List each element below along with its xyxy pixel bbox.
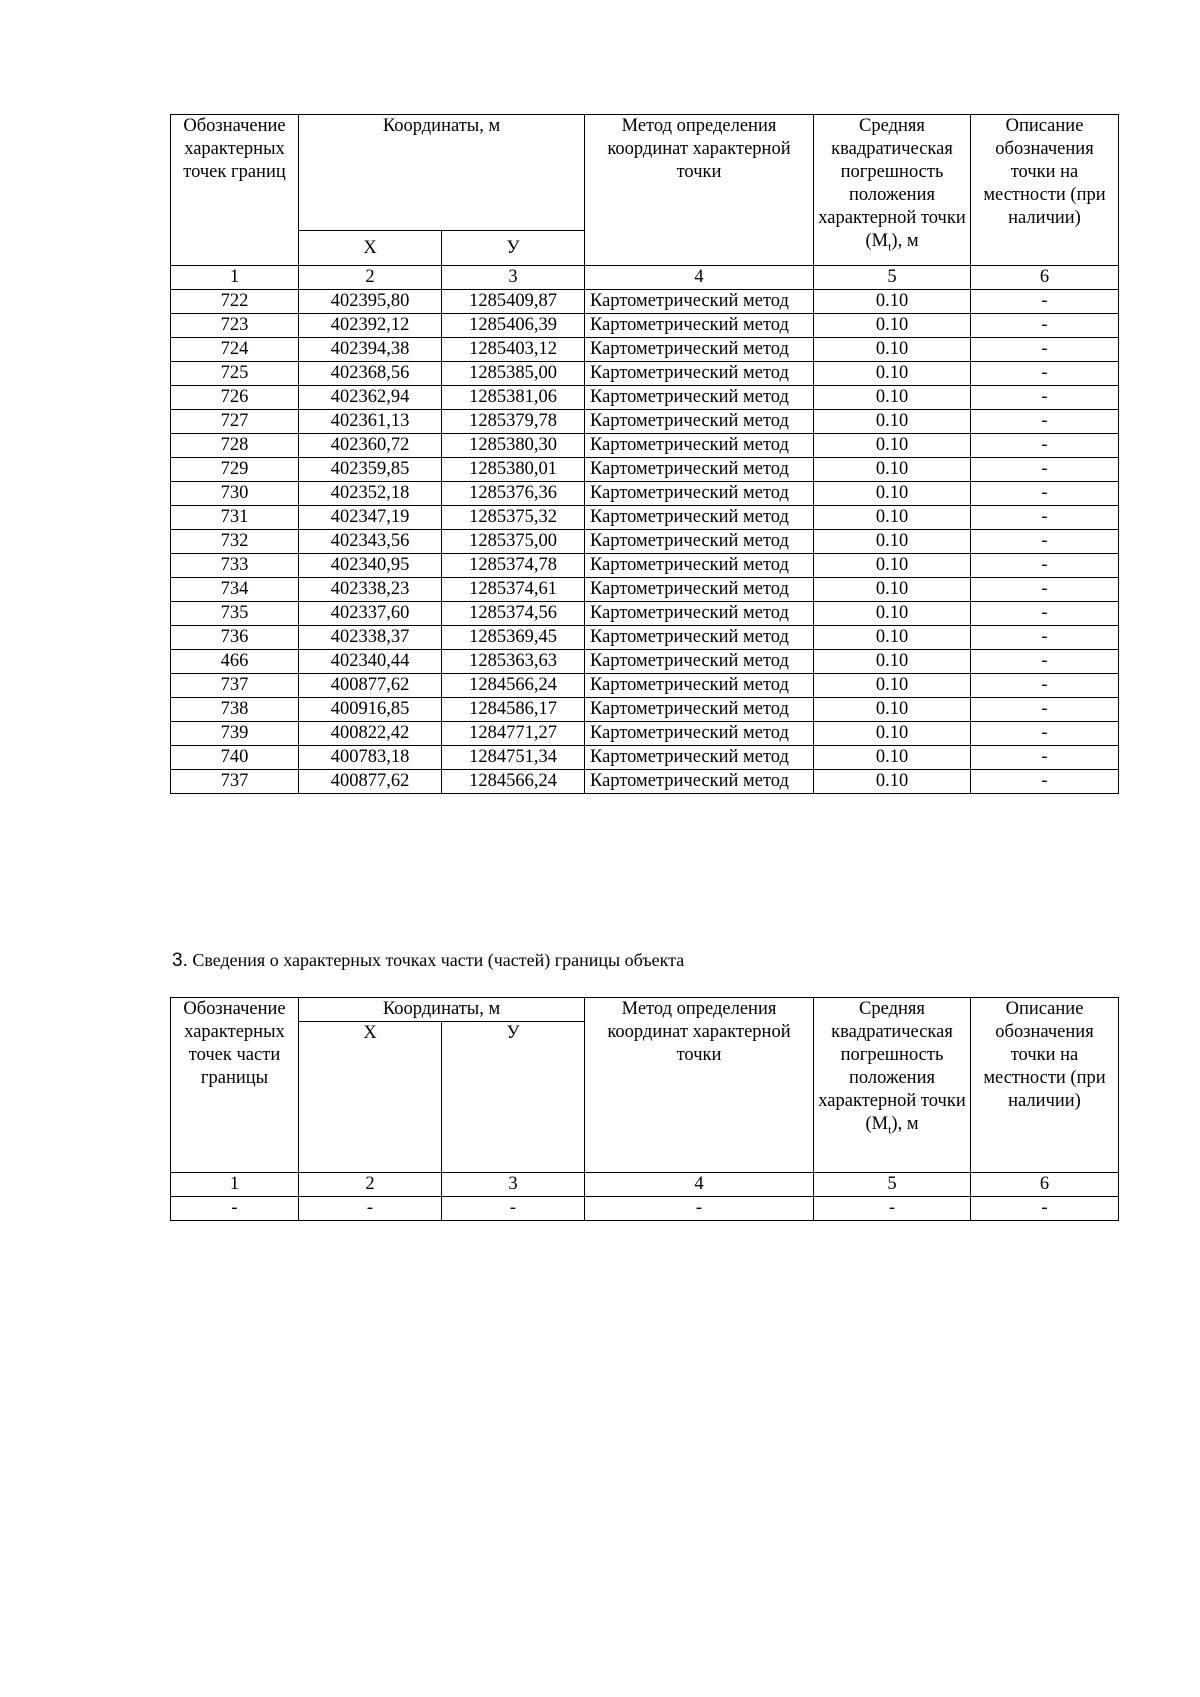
header-point-designation: Обозначение характерных точек части границы [171,998,299,1173]
column-number: 2 [299,1173,442,1197]
header-row [171,998,1119,1022]
description-cell: - [971,458,1119,482]
method-cell: Картометрический метод [585,650,814,674]
error-subscript: t [888,239,892,254]
error-cell: 0.10 [814,530,971,554]
method-cell: Картометрический метод [585,362,814,386]
x-coordinate-cell: 402395,80 [299,290,442,314]
error-cell: 0.10 [814,602,971,626]
header-method: Метод определения координат характерной точки [585,998,814,1173]
error-label: Средняя квадратическая погрешность положения характерной точки (M [818,116,966,251]
point-number-cell: 731 [171,506,299,530]
description-cell: - [971,602,1119,626]
y-coordinate-cell: 1284566,24 [442,770,585,794]
method-cell: Картометрический метод [585,290,814,314]
x-coordinate-cell: 402352,18 [299,482,442,506]
point-number-cell: 734 [171,578,299,602]
y-coordinate-cell: 1285385,00 [442,362,585,386]
point-number-cell: 737 [171,674,299,698]
x-coordinate-cell: 400877,62 [299,674,442,698]
error-cell: 0.10 [814,410,971,434]
method-cell: Картометрический метод [585,602,814,626]
description-cell: - [971,554,1119,578]
x-coordinate-cell: 402347,19 [299,506,442,530]
y-coordinate-cell: - [442,1197,585,1221]
y-coordinate-cell: 1284751,34 [442,746,585,770]
description-cell: - [971,770,1119,794]
description-cell: - [971,314,1119,338]
point-number-cell: 727 [171,410,299,434]
column-number: 5 [814,1173,971,1197]
error-cell: 0.10 [814,626,971,650]
description-cell: - [971,626,1119,650]
method-cell: Картометрический метод [585,506,814,530]
error-cell: 0.10 [814,314,971,338]
y-coordinate-cell: 1285375,00 [442,530,585,554]
x-coordinate-cell: 402338,23 [299,578,442,602]
point-number-cell: 729 [171,458,299,482]
header-y: У [442,1022,585,1173]
y-coordinate-cell: 1285363,63 [442,650,585,674]
table-row [171,434,1119,458]
description-cell: - [971,386,1119,410]
error-cell: 0.10 [814,674,971,698]
column-number: 6 [971,266,1119,290]
error-cell: 0.10 [814,434,971,458]
column-number: 1 [171,266,299,290]
error-cell: 0.10 [814,554,971,578]
point-number-cell: 739 [171,722,299,746]
error-cell: 0.10 [814,722,971,746]
method-cell: - [585,1197,814,1221]
method-cell: Картометрический метод [585,338,814,362]
table-row [171,602,1119,626]
section-3-heading [172,948,684,973]
table-row [171,1197,1119,1221]
description-cell: - [971,650,1119,674]
description-cell: - [971,482,1119,506]
column-number: 3 [442,1173,585,1197]
error-cell: 0.10 [814,458,971,482]
point-number-cell: 724 [171,338,299,362]
column-number: 4 [585,1173,814,1197]
point-number-cell: 725 [171,362,299,386]
y-coordinate-cell: 1284586,17 [442,698,585,722]
x-coordinate-cell: 400822,42 [299,722,442,746]
table-row [171,314,1119,338]
column-number: 5 [814,266,971,290]
table-row [171,554,1119,578]
table-row [171,362,1119,386]
point-number-cell: 735 [171,602,299,626]
error-subscript: t [888,1122,892,1137]
column-number: 3 [442,266,585,290]
method-cell: Картометрический метод [585,386,814,410]
description-cell: - [971,338,1119,362]
table-row [171,410,1119,434]
table-row [171,770,1119,794]
x-coordinate-cell: - [299,1197,442,1221]
description-cell: - [971,506,1119,530]
point-number-cell: 733 [171,554,299,578]
y-coordinate-cell: 1284566,24 [442,674,585,698]
error-label: Средняя квадратическая погрешность положения характерной точки (M [818,999,966,1134]
point-number-cell: 728 [171,434,299,458]
x-coordinate-cell: 400916,85 [299,698,442,722]
description-cell: - [971,434,1119,458]
point-number-cell: 722 [171,290,299,314]
error-cell: - [814,1197,971,1221]
description-cell: - [971,578,1119,602]
x-coordinate-cell: 402360,72 [299,434,442,458]
column-numbers-row [171,266,1119,290]
column-numbers-row [171,1173,1119,1197]
x-coordinate-cell: 402338,37 [299,626,442,650]
point-number-cell: 740 [171,746,299,770]
boundary-points-table [170,114,1119,794]
table-row [171,506,1119,530]
error-cell: 0.10 [814,650,971,674]
method-cell: Картометрический метод [585,674,814,698]
error-label-end: ), м [891,231,919,251]
table-row [171,578,1119,602]
header-x: X [299,1022,442,1173]
column-number: 2 [299,266,442,290]
method-cell: Картометрический метод [585,410,814,434]
section-title: Сведения о характерных точках части (частей) границы объекта [192,950,685,970]
method-cell: Картометрический метод [585,482,814,506]
point-number-cell: 466 [171,650,299,674]
method-cell: Картометрический метод [585,434,814,458]
x-coordinate-cell: 400877,62 [299,770,442,794]
x-coordinate-cell: 400783,18 [299,746,442,770]
error-cell: 0.10 [814,362,971,386]
y-coordinate-cell: 1285406,39 [442,314,585,338]
y-coordinate-cell: 1285374,61 [442,578,585,602]
y-coordinate-cell: 1285374,78 [442,554,585,578]
table-row [171,338,1119,362]
x-coordinate-cell: 402361,13 [299,410,442,434]
part-boundary-points-table [170,997,1119,1221]
y-coordinate-cell: 1285380,30 [442,434,585,458]
table-row [171,290,1119,314]
header-mean-error [814,998,971,1173]
x-coordinate-cell: 402359,85 [299,458,442,482]
table-row [171,530,1119,554]
method-cell: Картометрический метод [585,554,814,578]
column-number: 4 [585,266,814,290]
description-cell: - [971,674,1119,698]
x-coordinate-cell: 402368,56 [299,362,442,386]
table-row [171,650,1119,674]
table-row [171,386,1119,410]
table-row [171,722,1119,746]
table-row [171,458,1119,482]
error-cell: 0.10 [814,338,971,362]
table-row [171,746,1119,770]
error-cell: 0.10 [814,698,971,722]
section-number: 3. [172,950,188,971]
header-point-designation: Обозначение характерных точек границ [171,115,299,266]
error-cell: 0.10 [814,386,971,410]
column-number: 1 [171,1173,299,1197]
header-x: X [299,231,442,266]
table-row [171,698,1119,722]
y-coordinate-cell: 1285369,45 [442,626,585,650]
description-cell: - [971,1197,1119,1221]
description-cell: - [971,746,1119,770]
method-cell: Картометрический метод [585,458,814,482]
table-row [171,674,1119,698]
description-cell: - [971,410,1119,434]
x-coordinate-cell: 402343,56 [299,530,442,554]
method-cell: Картометрический метод [585,722,814,746]
error-cell: 0.10 [814,770,971,794]
x-coordinate-cell: 402362,94 [299,386,442,410]
header-description: Описание обозначения точки на местности (при наличии) [971,115,1119,266]
error-cell: 0.10 [814,746,971,770]
description-cell: - [971,362,1119,386]
error-cell: 0.10 [814,482,971,506]
point-number-cell: - [171,1197,299,1221]
x-coordinate-cell: 402340,44 [299,650,442,674]
method-cell: Картометрический метод [585,578,814,602]
x-coordinate-cell: 402394,38 [299,338,442,362]
table-row [171,626,1119,650]
method-cell: Картометрический метод [585,770,814,794]
point-number-cell: 730 [171,482,299,506]
header-mean-error [814,115,971,266]
x-coordinate-cell: 402340,95 [299,554,442,578]
description-cell: - [971,290,1119,314]
error-cell: 0.10 [814,506,971,530]
y-coordinate-cell: 1285409,87 [442,290,585,314]
point-number-cell: 737 [171,770,299,794]
x-coordinate-cell: 402392,12 [299,314,442,338]
table-row [171,482,1119,506]
y-coordinate-cell: 1285376,36 [442,482,585,506]
header-method: Метод определения координат характерной точки [585,115,814,266]
y-coordinate-cell: 1285403,12 [442,338,585,362]
y-coordinate-cell: 1285381,06 [442,386,585,410]
description-cell: - [971,722,1119,746]
description-cell: - [971,698,1119,722]
point-number-cell: 736 [171,626,299,650]
y-coordinate-cell: 1285380,01 [442,458,585,482]
description-cell: - [971,530,1119,554]
y-coordinate-cell: 1284771,27 [442,722,585,746]
header-y: У [442,231,585,266]
method-cell: Картометрический метод [585,698,814,722]
y-coordinate-cell: 1285379,78 [442,410,585,434]
error-cell: 0.10 [814,290,971,314]
point-number-cell: 723 [171,314,299,338]
point-number-cell: 732 [171,530,299,554]
header-row [171,115,1119,231]
y-coordinate-cell: 1285374,56 [442,602,585,626]
error-cell: 0.10 [814,578,971,602]
header-description: Описание обозначения точки на местности (при наличии) [971,998,1119,1173]
method-cell: Картометрический метод [585,626,814,650]
y-coordinate-cell: 1285375,32 [442,506,585,530]
column-number: 6 [971,1173,1119,1197]
point-number-cell: 738 [171,698,299,722]
header-coordinates: Координаты, м [299,998,585,1022]
x-coordinate-cell: 402337,60 [299,602,442,626]
method-cell: Картометрический метод [585,314,814,338]
method-cell: Картометрический метод [585,746,814,770]
error-label-end: ), м [891,1114,919,1134]
point-number-cell: 726 [171,386,299,410]
method-cell: Картометрический метод [585,530,814,554]
header-coordinates: Координаты, м [299,115,585,231]
